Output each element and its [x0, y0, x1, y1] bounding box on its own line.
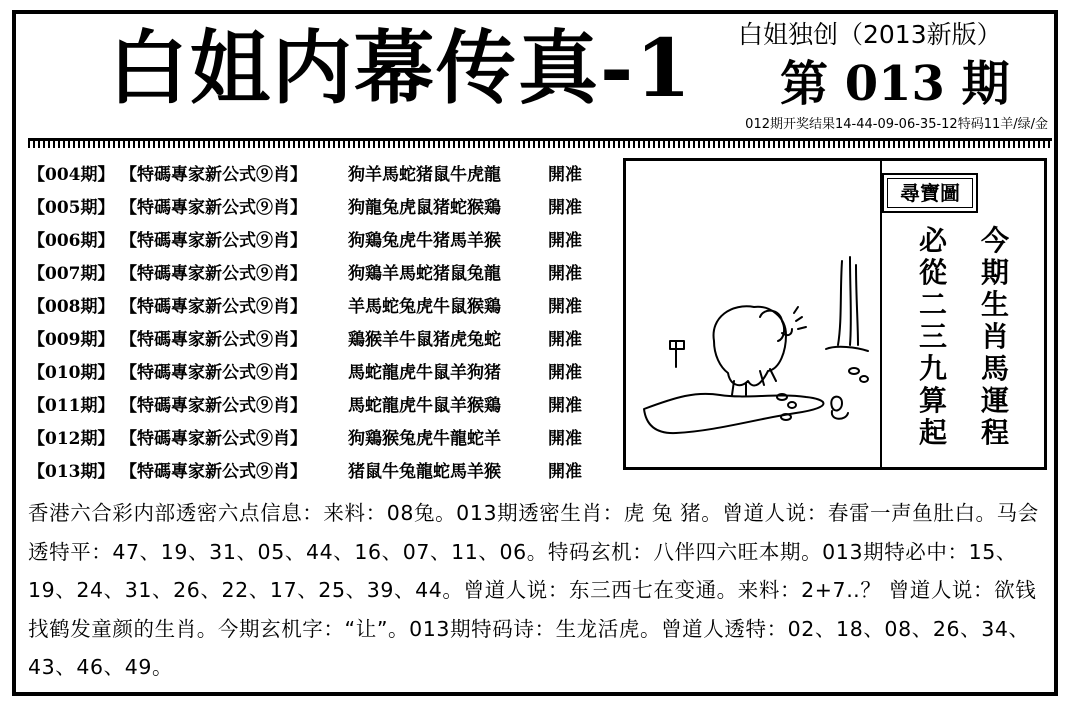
- issue-number: 第 013 期: [780, 56, 1010, 112]
- table-row: [28, 291, 608, 324]
- row-zodiacs: 羊馬蛇兔虎牛鼠猴鶏: [348, 297, 501, 317]
- row-zodiacs: 馬蛇龍虎牛鼠羊猴鶏: [348, 396, 501, 416]
- row-formula: 【特碼專家新公式⑨肖】: [120, 429, 307, 449]
- row-period: 【005期】: [28, 198, 115, 218]
- treasure-map-label: 尋寶圖: [882, 173, 978, 213]
- row-period: 【009期】: [28, 330, 115, 350]
- row-period: 【004期】: [28, 165, 115, 185]
- page-title: 白姐内幕传真-1: [108, 21, 693, 115]
- row-status: 開准: [548, 297, 582, 317]
- row-period: 【012期】: [28, 429, 115, 449]
- row-status: 開准: [548, 165, 582, 185]
- edition-label: 白姐独创（2013新版）: [738, 20, 1002, 49]
- treasure-map-panel: [623, 158, 1047, 470]
- table-row: [28, 390, 608, 423]
- row-status: 開准: [548, 363, 582, 383]
- panel-left-column: 必從二三九算起: [918, 224, 947, 449]
- row-period: 【007期】: [28, 264, 115, 284]
- table-row: [28, 159, 608, 192]
- row-zodiacs: 狗鶏猴兔虎牛龍蛇羊: [348, 429, 501, 449]
- treasure-map-sketch: [636, 221, 872, 451]
- row-formula: 【特碼專家新公式⑨肖】: [120, 231, 307, 251]
- row-formula: 【特碼專家新公式⑨肖】: [120, 330, 307, 350]
- table-row: [28, 423, 608, 456]
- row-formula: 【特碼專家新公式⑨肖】: [120, 198, 307, 218]
- row-status: 開准: [548, 330, 582, 350]
- row-period: 【011期】: [28, 396, 115, 416]
- row-formula: 【特碼專家新公式⑨肖】: [120, 297, 307, 317]
- row-zodiacs: 鶏猴羊牛鼠猪虎兔蛇: [348, 330, 501, 350]
- table-row: [28, 357, 608, 390]
- prediction-table: [28, 159, 608, 489]
- row-zodiacs: 狗龍兔虎鼠猪蛇猴鶏: [348, 198, 501, 218]
- row-status: 開准: [548, 231, 582, 251]
- row-period: 【008期】: [28, 297, 115, 317]
- row-zodiacs: 狗羊馬蛇猪鼠牛虎龍: [348, 165, 501, 185]
- table-row: [28, 258, 608, 291]
- row-zodiacs: 猪鼠牛兔龍蛇馬羊猴: [348, 462, 501, 482]
- row-formula: 【特碼專家新公式⑨肖】: [120, 396, 307, 416]
- row-period: 【013期】: [28, 462, 115, 482]
- table-row: [28, 225, 608, 258]
- previous-result: 012期开奖结果14-44-09-06-35-12特码11羊/绿/金: [745, 117, 1048, 132]
- row-status: 開准: [548, 396, 582, 416]
- row-zodiacs: 狗鶏兔虎牛猪馬羊猴: [348, 231, 501, 251]
- row-status: 開准: [548, 462, 582, 482]
- row-status: 開准: [548, 429, 582, 449]
- row-status: 開准: [548, 198, 582, 218]
- row-formula: 【特碼專家新公式⑨肖】: [120, 363, 307, 383]
- row-period: 【006期】: [28, 231, 115, 251]
- row-formula: 【特碼專家新公式⑨肖】: [120, 462, 307, 482]
- header-divider: [28, 138, 1052, 151]
- row-formula: 【特碼專家新公式⑨肖】: [120, 165, 307, 185]
- row-period: 【010期】: [28, 363, 115, 383]
- row-formula: 【特碼專家新公式⑨肖】: [120, 264, 307, 284]
- panel-right-column: 今期生肖馬運程: [980, 224, 1009, 449]
- info-paragraph: 香港六合彩内部透密六点信息：来料：08兔。013期透密生肖：虎 兔 猪。曾道人说：春雷一声鱼肚白。马会透特平：47、19、31、05、44、16、07、11、06。特码玄机：八伴四六旺本期。013期特必中：15、19、24、31、26、22、17、25、39、44。曾道人说：东三西七在变通。来料：2+7‥？ 曾道人说：欲钱找鹤发童颜的生肖。今期玄机字：“让”。013期特码诗：生龙活虎。曾道人透特：02、18、08、26、34、43、46、49。: [28, 501, 1039, 679]
- table-row: [28, 324, 608, 357]
- row-status: 開准: [548, 264, 582, 284]
- row-zodiacs: 馬蛇龍虎牛鼠羊狗猪: [348, 363, 501, 383]
- table-row: [28, 456, 608, 489]
- row-zodiacs: 狗鶏羊馬蛇猪鼠兔龍: [348, 264, 501, 284]
- table-row: [28, 192, 608, 225]
